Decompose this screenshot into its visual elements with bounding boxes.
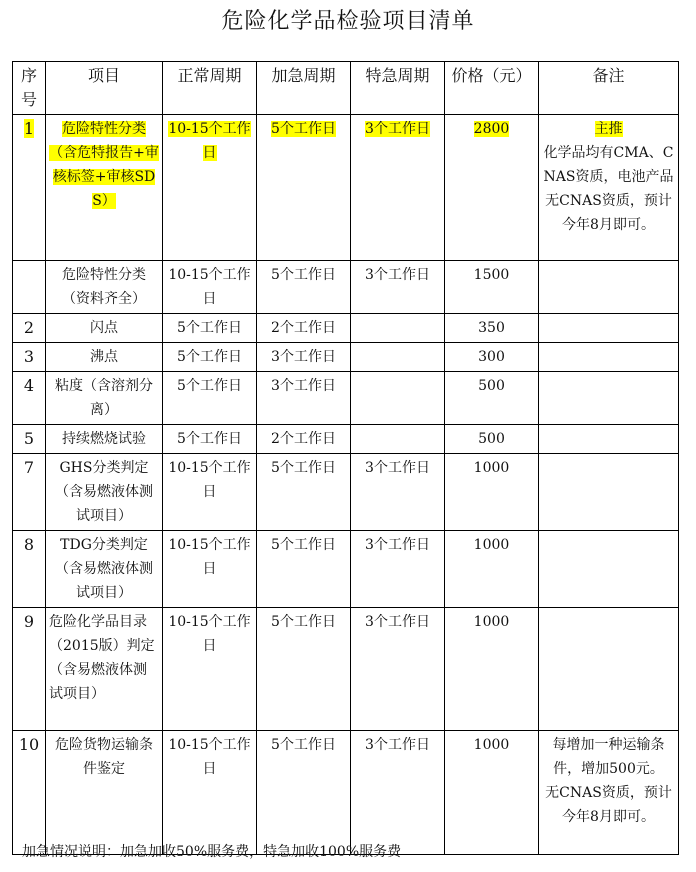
header-item: 项目 (46, 62, 163, 115)
table-row (13, 454, 679, 531)
row-normal-cycle: 10-15个工作日 (163, 531, 257, 608)
row-urgent-cycle: 2个工作日 (257, 425, 351, 454)
row-no: 5 (13, 425, 46, 454)
row-express-cycle: 3个工作日 (351, 731, 445, 855)
row-remark-extra: 无CNAS资质，预计今年8月即可。 (545, 785, 672, 825)
row-price: 1000 (445, 531, 539, 608)
row-remark (539, 608, 679, 731)
table-row (13, 343, 679, 372)
row-remark (539, 531, 679, 608)
table-row (13, 425, 679, 454)
header-no: 序号 (13, 62, 46, 115)
recommended-badge: 主推 (594, 121, 623, 137)
row-express-cycle (351, 372, 445, 425)
row-item: GHS分类判定（含易燃液体测试项目） (46, 454, 163, 531)
row-normal-cycle: 5个工作日 (163, 425, 257, 454)
row-normal-cycle: 5个工作日 (163, 314, 257, 343)
row-normal-cycle: 10-15个工作日 (168, 121, 251, 161)
row-remark (539, 372, 679, 425)
table-row (13, 115, 679, 261)
row-item: 危险特性分类（含危特报告+审核标签+审核SDS） (49, 121, 159, 209)
header-urgent-cycle: 加急周期 (257, 62, 351, 115)
row-price: 1000 (445, 731, 539, 855)
inspection-items-table (12, 61, 679, 855)
row-express-cycle: 3个工作日 (351, 261, 445, 314)
row-express-cycle (351, 425, 445, 454)
row-normal-cycle: 10-15个工作日 (163, 608, 257, 731)
row-normal-cycle: 10-15个工作日 (163, 731, 257, 855)
row-no: 3 (13, 343, 46, 372)
row-normal-cycle: 10-15个工作日 (163, 261, 257, 314)
row-no: 1 (23, 119, 35, 138)
header-price: 价格（元） (445, 62, 539, 115)
row-price: 2800 (473, 121, 510, 137)
row-price: 500 (445, 372, 539, 425)
row-no: 7 (13, 454, 46, 531)
row-urgent-cycle: 3个工作日 (257, 343, 351, 372)
row-price: 350 (445, 314, 539, 343)
row-urgent-cycle: 5个工作日 (257, 261, 351, 314)
row-item: 闪点 (46, 314, 163, 343)
row-urgent-cycle: 5个工作日 (257, 454, 351, 531)
row-item: 粘度（含溶剂分离） (46, 372, 163, 425)
table-row (13, 531, 679, 608)
row-remark (539, 314, 679, 343)
row-urgent-cycle: 3个工作日 (257, 372, 351, 425)
row-remark (539, 454, 679, 531)
row-item: 沸点 (46, 343, 163, 372)
row-no: 4 (13, 372, 46, 425)
row-express-cycle: 3个工作日 (351, 454, 445, 531)
row-item: TDG分类判定（含易燃液体测试项目） (46, 531, 163, 608)
header-normal-cycle: 正常周期 (163, 62, 257, 115)
header-express-cycle: 特急周期 (351, 62, 445, 115)
row-express-cycle: 3个工作日 (351, 608, 445, 731)
row-no: 2 (13, 314, 46, 343)
row-price: 300 (445, 343, 539, 372)
row-remark (539, 343, 679, 372)
table-row (13, 372, 679, 425)
row-urgent-cycle: 5个工作日 (257, 608, 351, 731)
table-row (13, 608, 679, 731)
urgent-fee-footnote: 加急情况说明：加急加收50%服务费，特急加收100%服务费 (22, 844, 402, 860)
header-remark: 备注 (539, 62, 679, 115)
row-express-cycle (351, 343, 445, 372)
row-remark: 化学品均有CMA、CNAS资质，电池产品无CNAS资质，预计今年8月即可。 (543, 145, 674, 233)
row-urgent-cycle: 5个工作日 (257, 531, 351, 608)
row-normal-cycle: 5个工作日 (163, 343, 257, 372)
table-header-row (13, 62, 679, 115)
row-remark: 每增加一种运输条件，增加500元。 (552, 737, 665, 777)
row-remark (539, 425, 679, 454)
row-no (13, 261, 46, 314)
row-price: 500 (445, 425, 539, 454)
row-no: 9 (13, 608, 46, 731)
row-express-cycle: 3个工作日 (365, 121, 430, 137)
table-row (13, 731, 679, 855)
row-urgent-cycle: 2个工作日 (257, 314, 351, 343)
row-price: 1500 (445, 261, 539, 314)
row-remark (539, 261, 679, 314)
row-no: 10 (13, 731, 46, 855)
row-no: 8 (13, 531, 46, 608)
row-urgent-cycle: 5个工作日 (257, 731, 351, 855)
table-row (13, 314, 679, 343)
document-title: 危险化学品检验项目清单 (221, 9, 475, 34)
row-urgent-cycle: 5个工作日 (271, 121, 336, 137)
row-normal-cycle: 10-15个工作日 (163, 454, 257, 531)
row-express-cycle: 3个工作日 (351, 531, 445, 608)
row-item: 持续燃烧试验 (46, 425, 163, 454)
row-price: 1000 (445, 454, 539, 531)
row-item: 危险化学品目录（2015版）判定（含易燃液体测试项目） (46, 608, 163, 731)
row-item: 危险货物运输条件鉴定 (46, 731, 163, 855)
row-price: 1000 (445, 608, 539, 731)
row-item: 危险特性分类（资料齐全） (46, 261, 163, 314)
row-normal-cycle: 5个工作日 (163, 372, 257, 425)
table-row (13, 261, 679, 314)
row-express-cycle (351, 314, 445, 343)
